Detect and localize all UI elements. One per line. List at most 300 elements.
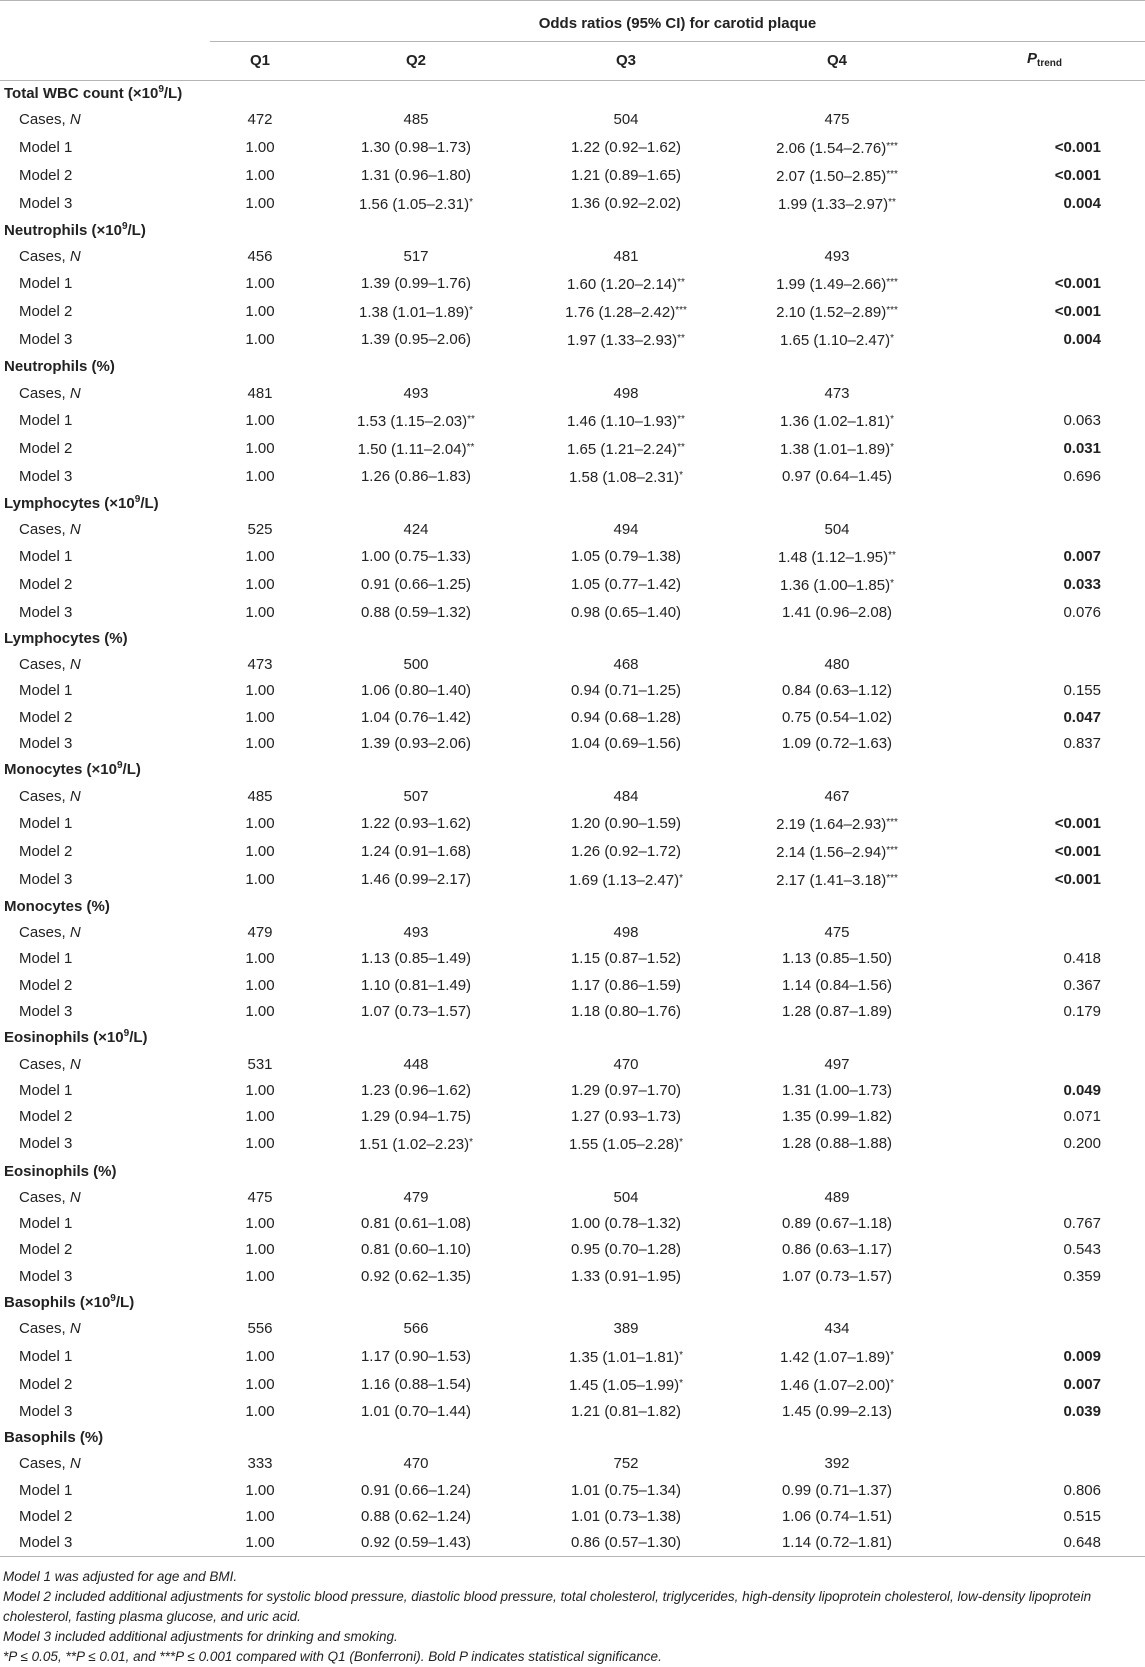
table-row [0, 270, 1145, 298]
cell-q1: 1.00 [245, 735, 275, 752]
footnote-model-3: Model 3 included additional adjustments for drinking and smoking. [3, 1629, 398, 1645]
cell-q3 [522, 1530, 730, 1557]
row-label [0, 731, 210, 757]
group-label [0, 81, 1145, 108]
cell-q2-value: 1.01 (0.70–1.44) [360, 1402, 472, 1420]
row-label-text: Cases, [19, 787, 70, 805]
cell-q4 [730, 599, 944, 625]
cell-q3 [522, 731, 730, 757]
cell-q3-value: 498 [613, 924, 639, 942]
row-label [0, 1316, 210, 1342]
cell-q4-value: 0.89 (0.67–1.18) [781, 1215, 893, 1233]
cell-q3-value: 389 [613, 1320, 639, 1338]
cell-ptrend [944, 244, 1145, 270]
cell-q4 [730, 517, 944, 543]
table-row [0, 678, 1145, 704]
cell-q1: 1.00 [245, 576, 275, 594]
cell-q3-value: 1.00 (0.78–1.32) [570, 1215, 682, 1233]
row-label [0, 1477, 210, 1503]
cell-q2-value: 507 [403, 787, 429, 805]
cell-q4-value: 2.14 (1.56–2.94) [776, 843, 887, 861]
cell-q2 [310, 1052, 522, 1078]
row-label [0, 1264, 210, 1290]
cell-q2-value: 1.04 (0.76–1.42) [360, 708, 472, 726]
cell-ptrend: 0.179 [1063, 1003, 1101, 1021]
group-label [0, 1158, 1145, 1184]
table-row [0, 326, 1145, 354]
cell-q2-value: 1.50 (1.11–2.04) [357, 440, 467, 458]
cell-q2 [310, 973, 522, 999]
cell-q2-value: 1.24 (0.91–1.68) [360, 842, 472, 860]
significance-mark: * [890, 333, 894, 345]
cell-q4-value: 1.65 (1.10–2.47) [780, 332, 891, 350]
cell-q2 [310, 435, 522, 463]
cell-q4 [730, 973, 944, 999]
cell-q4 [730, 380, 944, 406]
cell-ptrend: <0.001 [1054, 814, 1101, 832]
column-header-q3: Q3 [522, 42, 730, 81]
cell-q2 [310, 1104, 522, 1130]
significance-mark: *** [886, 140, 898, 152]
cell-q3 [522, 244, 730, 270]
footnote-model-1: Model 1 was adjusted for age and BMI. [3, 1569, 238, 1585]
cell-q4 [730, 1211, 944, 1237]
cell-q4 [730, 1130, 944, 1158]
cell-q4 [730, 1504, 944, 1530]
cell-q1: 1.00 [245, 1241, 275, 1259]
cell-q4-value: 1.28 (0.87–1.89) [781, 1003, 893, 1021]
cell-q4-value: 2.19 (1.64–2.93) [776, 815, 887, 833]
row-label [0, 1185, 210, 1211]
row-label [0, 1130, 210, 1158]
table-row [0, 571, 1145, 599]
group-label-text: Eosinophils (×10 [4, 1029, 124, 1047]
cell-q2 [310, 162, 522, 190]
cell-q3 [522, 999, 730, 1025]
cell-q2-value: 1.17 (0.90–1.53) [360, 1347, 472, 1365]
row-label-text: Model 2 [19, 1507, 73, 1525]
cell-q1: 1.00 [245, 682, 275, 700]
cell-q1: 556 [247, 1320, 273, 1338]
cell-q3-value: 1.46 (1.10–1.93) [567, 412, 678, 430]
cell-q2 [310, 1530, 522, 1557]
cell-q3 [522, 678, 730, 704]
cell-q3-value: 1.69 (1.13–2.47) [569, 871, 680, 889]
cell-q1: 531 [247, 1055, 273, 1073]
cell-q3 [522, 298, 730, 326]
cell-q2 [310, 920, 522, 946]
cell-q3 [522, 838, 730, 866]
row-label-italic: N [69, 384, 81, 402]
row-label-text: Cases, [19, 248, 70, 266]
column-header-q4: Q4 [730, 42, 944, 81]
cell-q3-value: 1.20 (0.90–1.59) [570, 814, 682, 832]
cell-q2-value: 0.88 (0.62–1.24) [360, 1507, 472, 1525]
cell-q3 [522, 1078, 730, 1104]
cell-q3 [522, 326, 730, 354]
cell-q2 [310, 517, 522, 543]
row-label [0, 1371, 210, 1399]
table-row [0, 973, 1145, 999]
group-label [0, 1290, 1145, 1316]
cell-q3 [522, 1371, 730, 1399]
row-label-text: Model 3 [19, 1003, 73, 1021]
cell-q2 [310, 866, 522, 894]
cell-q3 [522, 1185, 730, 1211]
cell-q4 [730, 652, 944, 678]
cell-q2 [310, 838, 522, 866]
cell-q3-value: 468 [613, 656, 639, 674]
table-row [0, 380, 1145, 406]
row-label [0, 1052, 210, 1078]
table-row [0, 783, 1145, 809]
group-label-exponent: 9 [110, 1293, 116, 1305]
row-label-italic: N [69, 656, 81, 674]
column-header-row [0, 42, 1145, 81]
row-label [0, 435, 210, 463]
row-label [0, 1104, 210, 1130]
row-label [0, 1451, 210, 1477]
row-label [0, 326, 210, 354]
table-row [0, 1371, 1145, 1399]
cell-q2-value: 1.39 (0.93–2.06) [360, 735, 472, 752]
footnote-significance: *P ≤ 0.05, **P ≤ 0.01, and ***P ≤ 0.001 compared with Q1 (Bonferroni). Bold P indicates statistical significance. [3, 1649, 662, 1665]
cell-ptrend: <0.001 [1054, 166, 1101, 184]
cell-q3 [522, 1104, 730, 1130]
cell-q4 [730, 1451, 944, 1477]
row-label-text: Cases, [19, 384, 70, 402]
table-row [0, 1343, 1145, 1371]
group-header-row [0, 1290, 1145, 1316]
cell-q3-value: 1.36 (0.92–2.02) [570, 194, 682, 212]
cell-q2-value: 1.29 (0.94–1.75) [360, 1108, 472, 1126]
row-label [0, 463, 210, 491]
cell-q3 [522, 1130, 730, 1158]
cell-q3 [522, 543, 730, 571]
row-label-italic: N [69, 1188, 81, 1206]
table-row [0, 1264, 1145, 1290]
cell-q2-value: 1.06 (0.80–1.40) [360, 682, 472, 700]
cell-q4 [730, 1052, 944, 1078]
cell-q3-value: 1.27 (0.93–1.73) [570, 1108, 682, 1126]
row-label [0, 407, 210, 435]
group-header-row [0, 218, 1145, 244]
row-label [0, 705, 210, 731]
cell-q4 [730, 705, 944, 731]
cell-q2-value: 0.81 (0.60–1.10) [360, 1241, 472, 1259]
cell-q4-value: 1.36 (1.02–1.81) [780, 412, 891, 430]
table-row [0, 435, 1145, 463]
cell-q3-value: 498 [613, 384, 639, 402]
cell-q4 [730, 678, 944, 704]
cell-ptrend: 0.007 [1063, 1375, 1101, 1393]
row-label-text: Cases, [19, 656, 70, 674]
significance-mark: ** [466, 441, 475, 453]
cell-ptrend [944, 1316, 1145, 1342]
cell-q4-value: 2.06 (1.54–2.76) [776, 139, 887, 157]
cell-q2 [310, 543, 522, 571]
cell-q3-value: 1.26 (0.92–1.72) [570, 842, 682, 860]
group-label [0, 491, 1145, 517]
row-label-text: Model 2 [19, 439, 73, 457]
cell-q4 [730, 920, 944, 946]
row-label [0, 810, 210, 838]
cell-q2 [310, 571, 522, 599]
significance-mark: * [469, 196, 473, 208]
cell-q3 [522, 973, 730, 999]
row-label-text: Model 3 [19, 1135, 73, 1153]
cell-q3-value: 1.21 (0.81–1.82) [570, 1402, 682, 1420]
row-label [0, 134, 210, 162]
cell-q2-value: 1.13 (0.85–1.49) [360, 950, 472, 968]
row-label [0, 571, 210, 599]
cell-q2 [310, 678, 522, 704]
cell-ptrend: 0.009 [1063, 1347, 1101, 1365]
cell-q1: 475 [247, 1188, 273, 1206]
cell-q3-value: 504 [613, 111, 639, 129]
cell-ptrend: <0.001 [1054, 138, 1101, 156]
row-label-text: Model 3 [19, 1402, 73, 1420]
cell-q2-value: 1.00 (0.75–1.33) [360, 548, 472, 566]
cell-q2 [310, 999, 522, 1025]
cell-q3-value: 1.76 (1.28–2.42) [565, 304, 676, 322]
cell-ptrend: <0.001 [1054, 870, 1101, 888]
cell-q3 [522, 517, 730, 543]
cell-q1: 1.00 [245, 1215, 275, 1233]
cell-q4-value: 1.99 (1.33–2.97) [778, 195, 889, 213]
group-label [0, 626, 1145, 652]
row-label-italic: N [69, 521, 81, 539]
cell-q1: 1.00 [245, 275, 275, 293]
group-label-text: Monocytes (%) [4, 897, 110, 915]
cell-q4 [730, 162, 944, 190]
cell-ptrend [944, 517, 1145, 543]
cell-q1: 333 [247, 1455, 273, 1473]
cell-q2-value: 1.10 (0.81–1.49) [360, 976, 472, 994]
cell-q2 [310, 1316, 522, 1342]
row-label-text: Model 3 [19, 1267, 73, 1285]
row-label [0, 543, 210, 571]
cell-q3-value: 1.45 (1.05–1.99) [569, 1376, 680, 1394]
cell-q4 [730, 1078, 944, 1104]
cell-q3 [522, 107, 730, 133]
cell-q1: 1.00 [245, 1507, 275, 1525]
row-label-text: Model 3 [19, 194, 73, 212]
significance-mark: *** [886, 816, 898, 828]
cell-q4 [730, 298, 944, 326]
cell-q4-value: 0.99 (0.71–1.37) [781, 1481, 893, 1499]
cell-q4-value: 1.99 (1.49–2.66) [776, 276, 887, 294]
table-row [0, 407, 1145, 435]
row-label [0, 244, 210, 270]
cell-q3 [522, 463, 730, 491]
cell-q4-value: 2.10 (1.52–2.89) [776, 304, 887, 322]
row-label [0, 1504, 210, 1530]
row-label-text: Model 3 [19, 870, 73, 888]
cell-q3-value: 1.55 (1.05–2.28) [569, 1136, 680, 1154]
cell-ptrend: 0.004 [1063, 194, 1101, 212]
cell-q2 [310, 1211, 522, 1237]
cell-ptrend: 0.767 [1063, 1215, 1101, 1233]
cell-q3-value: 1.60 (1.20–2.14) [567, 276, 678, 294]
cell-q1: 1.00 [245, 331, 275, 349]
cell-ptrend: 0.049 [1063, 1081, 1101, 1099]
table-row [0, 190, 1145, 218]
group-label-unit: /L) [129, 1029, 148, 1047]
row-label-text: Model 2 [19, 303, 73, 321]
group-header-row [0, 626, 1145, 652]
cell-q4 [730, 1264, 944, 1290]
cell-q3-value: 752 [613, 1455, 639, 1473]
cell-q2-value: 1.22 (0.93–1.62) [360, 814, 472, 832]
cell-q2-value: 448 [403, 1055, 429, 1073]
cell-q2-value: 1.31 (0.96–1.80) [360, 166, 472, 184]
cell-q3 [522, 1477, 730, 1503]
cell-q2 [310, 1264, 522, 1290]
cell-q1: 1.00 [245, 548, 275, 566]
column-header-q2: Q2 [310, 42, 522, 81]
cell-ptrend: 0.696 [1063, 467, 1101, 485]
cell-q4-value: 1.45 (0.99–2.13) [781, 1402, 893, 1420]
cell-q1: 1.00 [245, 842, 275, 860]
column-header-label [0, 42, 210, 81]
cell-q2 [310, 1078, 522, 1104]
row-label-italic: N [69, 111, 81, 129]
row-label-italic: N [69, 1055, 81, 1073]
column-header-q1: Q1 [210, 42, 310, 81]
row-label [0, 920, 210, 946]
table-row [0, 1451, 1145, 1477]
cell-q3-value: 1.22 (0.92–1.62) [570, 138, 682, 156]
cell-q4-value: 1.13 (0.85–1.50) [781, 950, 893, 968]
group-label-text: Total WBC count (×10 [4, 85, 159, 103]
cell-q2 [310, 380, 522, 406]
row-label-text: Model 3 [19, 467, 73, 485]
footnote-model-2: Model 2 included additional adjustments for systolic blood pressure, diastolic blood pressure, total cholesterol, triglycerides, high-density lipoprotein cholesterol, low-density lipoprotein cholesterol, fasting plasma glucose, and uric acid. [3, 1589, 1092, 1625]
table-row [0, 705, 1145, 731]
significance-mark: *** [886, 872, 898, 884]
cell-ptrend: 0.155 [1063, 682, 1101, 700]
cell-q4 [730, 783, 944, 809]
significance-mark: * [890, 1377, 894, 1389]
cell-q2 [310, 298, 522, 326]
cell-q4-value: 0.86 (0.63–1.17) [781, 1241, 893, 1259]
row-label [0, 652, 210, 678]
cell-q3-value: 1.04 (0.69–1.56) [570, 735, 682, 752]
cell-q3-value: 1.01 (0.73–1.38) [570, 1507, 682, 1525]
cell-q2 [310, 1343, 522, 1371]
cell-q2-value: 470 [403, 1455, 429, 1473]
cell-q1: 473 [247, 656, 273, 674]
cell-q4-value: 2.07 (1.50–2.85) [776, 167, 887, 185]
table-row [0, 463, 1145, 491]
row-label [0, 1078, 210, 1104]
row-label-italic: N [69, 924, 81, 942]
significance-mark: *** [886, 277, 898, 289]
cell-q2 [310, 705, 522, 731]
cell-q4 [730, 1477, 944, 1503]
row-label-text: Cases, [19, 1055, 70, 1073]
group-header-row [0, 894, 1145, 920]
row-label-text: Model 1 [19, 814, 73, 832]
cell-q4-value: 1.42 (1.07–1.89) [780, 1348, 891, 1366]
cell-q1: 1.00 [245, 1135, 275, 1153]
row-label-text: Model 3 [19, 1534, 73, 1552]
cell-q3 [522, 1316, 730, 1342]
row-label [0, 1530, 210, 1557]
cell-q4 [730, 571, 944, 599]
group-label [0, 218, 1145, 244]
row-label-text: Model 1 [19, 1081, 73, 1099]
cell-q2 [310, 407, 522, 435]
row-label-text: Model 2 [19, 166, 73, 184]
cell-q2 [310, 1477, 522, 1503]
cell-q4-value: 1.46 (1.07–2.00) [780, 1376, 891, 1394]
cell-q4-value: 1.36 (1.00–1.85) [780, 577, 891, 595]
cell-q4 [730, 543, 944, 571]
cell-q2-value: 1.07 (0.73–1.57) [360, 1003, 472, 1021]
row-label [0, 946, 210, 972]
row-label-italic: N [69, 787, 81, 805]
group-label-unit: /L) [163, 85, 183, 103]
significance-mark: * [469, 305, 473, 317]
cell-q3-value: 1.35 (1.01–1.81) [569, 1348, 680, 1366]
significance-mark: ** [888, 550, 896, 562]
cell-q3 [522, 1451, 730, 1477]
cell-q2-value: 1.56 (1.05–2.31) [359, 195, 470, 213]
cell-q3 [522, 270, 730, 298]
cell-q3-value: 1.17 (0.86–1.59) [570, 976, 682, 994]
cell-q2-value: 1.30 (0.98–1.73) [360, 138, 472, 156]
cell-q4-value: 475 [824, 111, 850, 129]
table-footnotes [0, 1557, 1145, 1667]
cell-ptrend: 0.033 [1063, 576, 1101, 594]
row-label-text: Model 2 [19, 842, 73, 860]
cell-q3 [522, 1052, 730, 1078]
cell-q4 [730, 107, 944, 133]
row-label [0, 678, 210, 704]
row-label [0, 380, 210, 406]
cell-q4 [730, 1185, 944, 1211]
cell-q2 [310, 326, 522, 354]
cell-q4 [730, 731, 944, 757]
cell-q2-value: 493 [403, 384, 429, 402]
cell-q3 [522, 380, 730, 406]
row-label-italic: N [69, 1455, 81, 1473]
row-label-text: Model 1 [19, 950, 73, 968]
group-label-text: Basophils (×10 [4, 1294, 111, 1312]
cell-q3-value: 1.05 (0.77–1.42) [570, 576, 682, 594]
cell-q3-value: 1.65 (1.21–2.24) [567, 440, 678, 458]
cell-q4-value: 1.38 (1.01–1.89) [780, 440, 891, 458]
significance-mark: * [890, 578, 894, 590]
cell-ptrend: 0.837 [1063, 735, 1101, 752]
row-label-text: Cases, [19, 1188, 70, 1206]
cell-q2 [310, 1237, 522, 1263]
cell-ptrend: 0.515 [1063, 1507, 1101, 1525]
cell-q3-value: 494 [613, 521, 639, 539]
cell-q3-value: 1.58 (1.08–2.31) [569, 468, 680, 486]
table-row [0, 134, 1145, 162]
cell-q4 [730, 1316, 944, 1342]
cell-ptrend: 0.007 [1063, 548, 1101, 566]
table-row [0, 298, 1145, 326]
significance-mark: ** [677, 441, 685, 453]
table-row [0, 838, 1145, 866]
cell-q2 [310, 270, 522, 298]
significance-mark: * [469, 1137, 473, 1149]
cell-q3 [522, 705, 730, 731]
